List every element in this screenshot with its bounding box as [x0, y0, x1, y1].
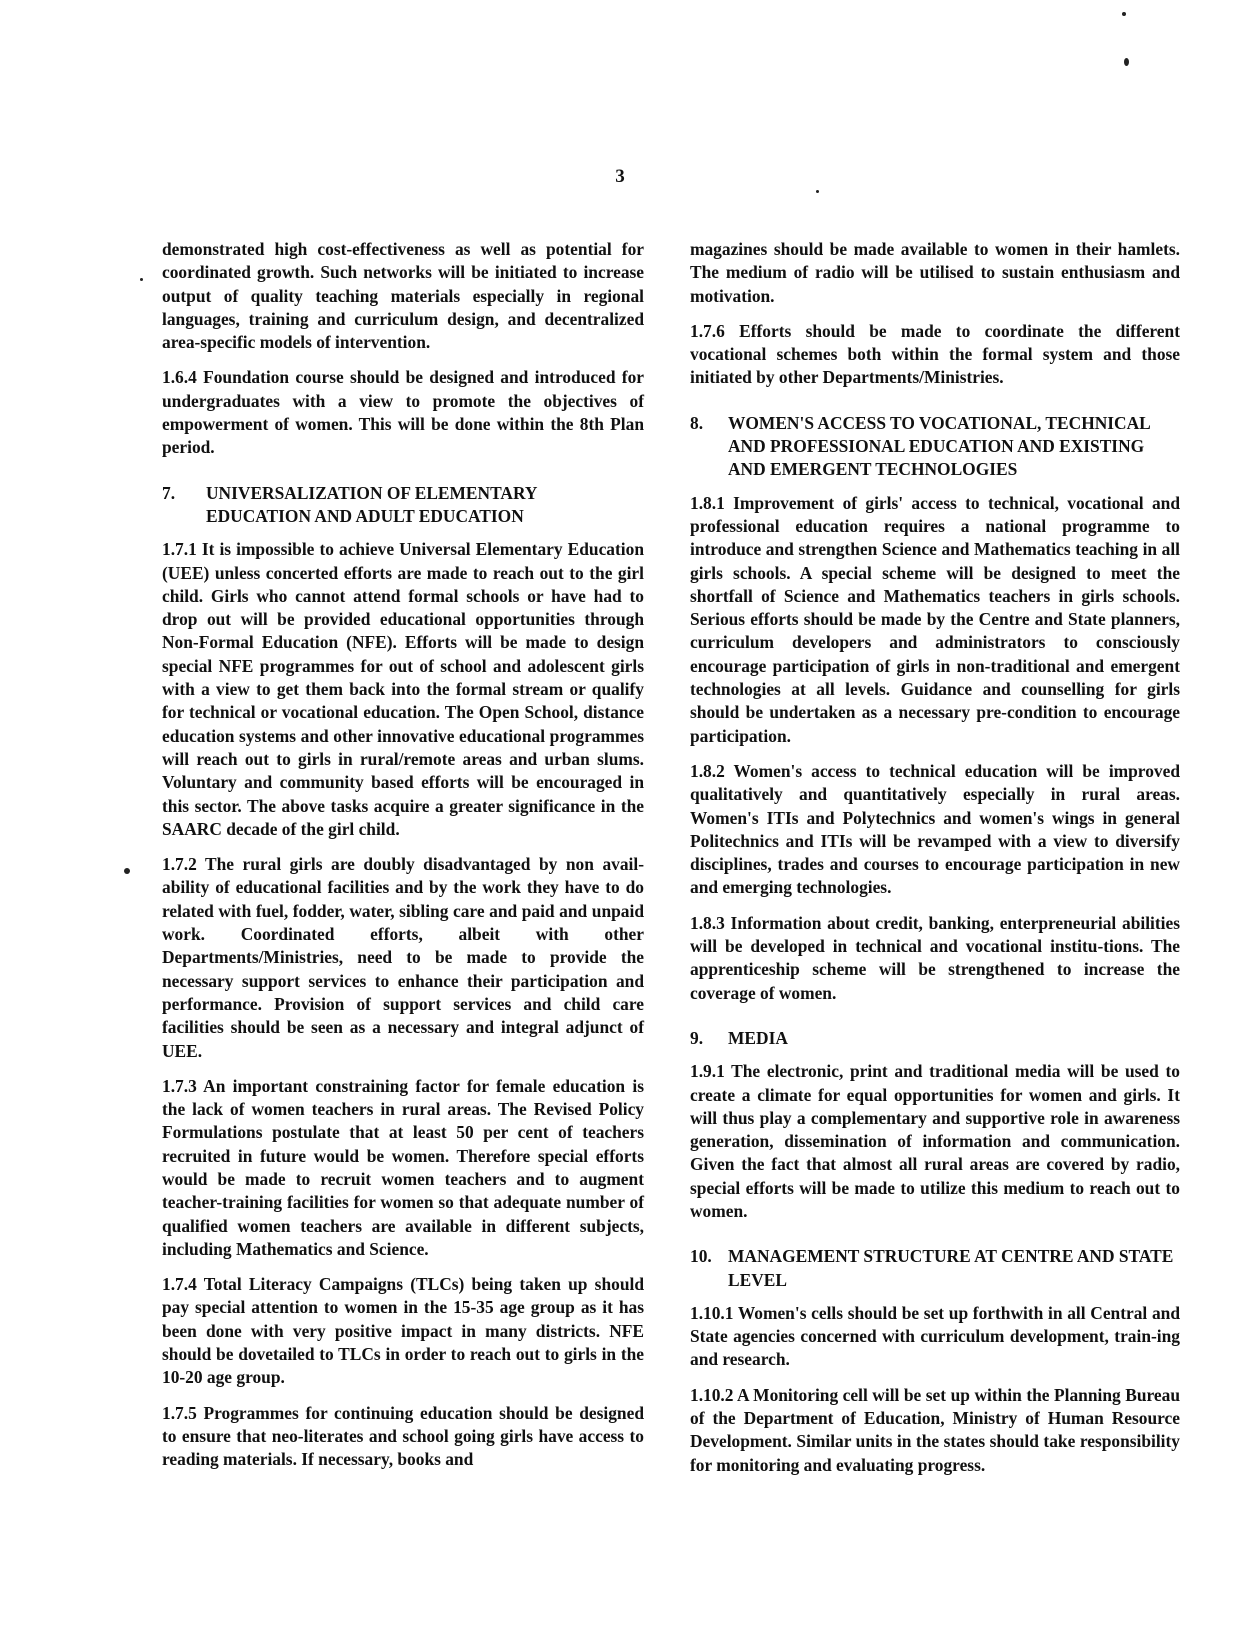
- paragraph: 1.7.5 Programmes for continuing education should be designed to ensure that neo-literates and school going girls have access to reading materials. If necessary, books and: [162, 1402, 644, 1470]
- paragraph: 1.7.2 The rural girls are doubly disadvantaged by non avail-ability of educational facilities and by the work they have to do related with fuel, fodder, water, sibling care and paid and unpaid work. Coordinated efforts, albeit with other Departments/Ministries, need to be made to provide the necessary support services to enhance their participation and performance. Provision of support services and child care facilities should be seen as a necessary and integral adjunct of UEE.: [162, 854, 644, 1061]
- paragraph: 1.7.1 It is impossible to achieve Universal Elementary Education (UEE) unless concerted efforts are made to reach out to the girl child. Girls who cannot attend formal schools or have had to drop out will be provided educational opportunities through Non-Formal Education (NFE). Efforts will be made to design special NFE programmes for out of school and adolescent girls with a view to get them back into the formal stream or qualify for technical or vocational education. The Open School, distance education systems and other innovative educational programmes will reach out to girls in rural/remote areas and urban slums. Voluntary and community based efforts will be encouraged in this sector. The above tasks acquire a greater significance in the SAARC decade of the girl child.: [162, 539, 644, 839]
- section-title: UNIVERSALIZATION OF ELEMENTARY EDUCATION AND ADULT EDUCATION: [206, 482, 537, 526]
- scan-speck: [816, 190, 819, 193]
- scan-speck: [1124, 58, 1129, 66]
- paragraph: 1.10.1 Women's cells should be set up forthwith in all Central and State agencies concerned with curriculum development, train-ing and research.: [690, 1302, 1180, 1370]
- section-title: MEDIA: [728, 1027, 788, 1048]
- paragraph: 1.9.1 The electronic, print and traditional media will be used to create a climate for equal opportunities for women and girls. It will thus play a complementary and supportive role in awareness generation, dissemination of information and communication. Given the fact that almost all rural areas are covered by radio, special efforts will be made to utilize this medium to reach out to women.: [690, 1061, 1180, 1221]
- section-heading: [162, 482, 644, 529]
- paragraph: 1.8.2 Women's access to technical education will be improved qualitatively and quantitatively especially in rural areas. Women's ITIs and Polytechnics and women's wings in general Politechnics and ITIs will be revamped with a view to diversify disciplines, trades and courses to encourage participation in new and emerging technologies.: [690, 760, 1180, 898]
- paragraph: 1.6.4 Foundation course should be designed and introduced for undergraduates with a view to promote the objectives of empowerment of women. This will be done within the 8th Plan period.: [162, 367, 644, 458]
- section-number: 7.: [162, 482, 176, 503]
- paragraph: 1.7.6 Efforts should be made to coordinate the different vocational schemes both within the formal system and those initiated by other Departments/Ministries.: [690, 320, 1180, 388]
- section-title: MANAGEMENT STRUCTURE AT CENTRE AND STATE LEVEL: [728, 1246, 1174, 1290]
- section-title: WOMEN'S ACCESS TO VOCATIONAL, TECHNICAL AND PROFESSIONAL EDUCATION AND EXISTING AND EMERGENT TECHNOLOGIES: [728, 412, 1150, 480]
- right-column: [690, 238, 1180, 1489]
- section-heading: [690, 1245, 1180, 1292]
- scan-speck: [140, 278, 143, 281]
- section-number: 9.: [690, 1027, 704, 1048]
- section-number: 10.: [690, 1246, 712, 1267]
- scan-speck: [1122, 12, 1126, 16]
- paragraph: 1.8.1 Improvement of girls' access to technical, vocational and professional education requires a national programme to introduce and strengthen Science and Mathematics teaching in all girls schools. A special scheme will be designed to meet the shortfall of Science and Mathematics teachers in girls schools. Serious efforts should be made by the Centre and State planners, curriculum developers and administrators to consciously encourage participation of girls in non-traditional and emergent technologies at all levels. Guidance and counselling for girls should be undertaken as a necessary pre-condition to encourage participation.: [690, 492, 1180, 746]
- paragraph: magazines should be made available to women in their hamlets. The medium of radio will be utilised to sustain enthusiasm and motivation.: [690, 239, 1180, 306]
- section-number: 8.: [690, 412, 704, 433]
- scan-speck: [124, 868, 130, 874]
- paragraph: 1.7.4 Total Literacy Campaigns (TLCs) being taken up should pay special attention to women in the 15-35 age group as it has been done with very positive impact in many districts. NFE should be dovetailed to TLCs in order to reach out to girls in the 10-20 age group.: [162, 1274, 644, 1388]
- section-heading: [690, 1027, 1180, 1050]
- paragraph: 1.7.3 An important constraining factor for female education is the lack of women teachers in rural areas. The Revised Policy Formulations postulate that at least 50 per cent of teachers recruited in future would be women. Therefore special efforts would be made to recruit women teachers and to augment teacher-training facilities for women so that adequate number of qualified women teachers are available in different subjects, including Mathematics and Science.: [162, 1075, 644, 1259]
- paragraph: 1.10.2 A Monitoring cell will be set up within the Planning Bureau of the Department of Education, Ministry of Human Resource Development. Similar units in the states should take responsibility for monitoring and evaluating progress.: [690, 1384, 1180, 1475]
- section-heading: [690, 412, 1180, 482]
- paragraph: 1.8.3 Information about credit, banking, enterpreneurial abilities will be developed in technical and vocational institu-tions. The apprenticeship scheme will be strengthened to increase the coverage of women.: [690, 912, 1180, 1003]
- left-column: [162, 238, 644, 1484]
- paragraph: demonstrated high cost-effectiveness as well as potential for coordinated growth. Such networks will be initiated to increase output of quality teaching materials especially in regional languages, training and curriculum design, and decentralized area-specific models of intervention.: [162, 239, 644, 353]
- page-number: 3: [615, 166, 625, 187]
